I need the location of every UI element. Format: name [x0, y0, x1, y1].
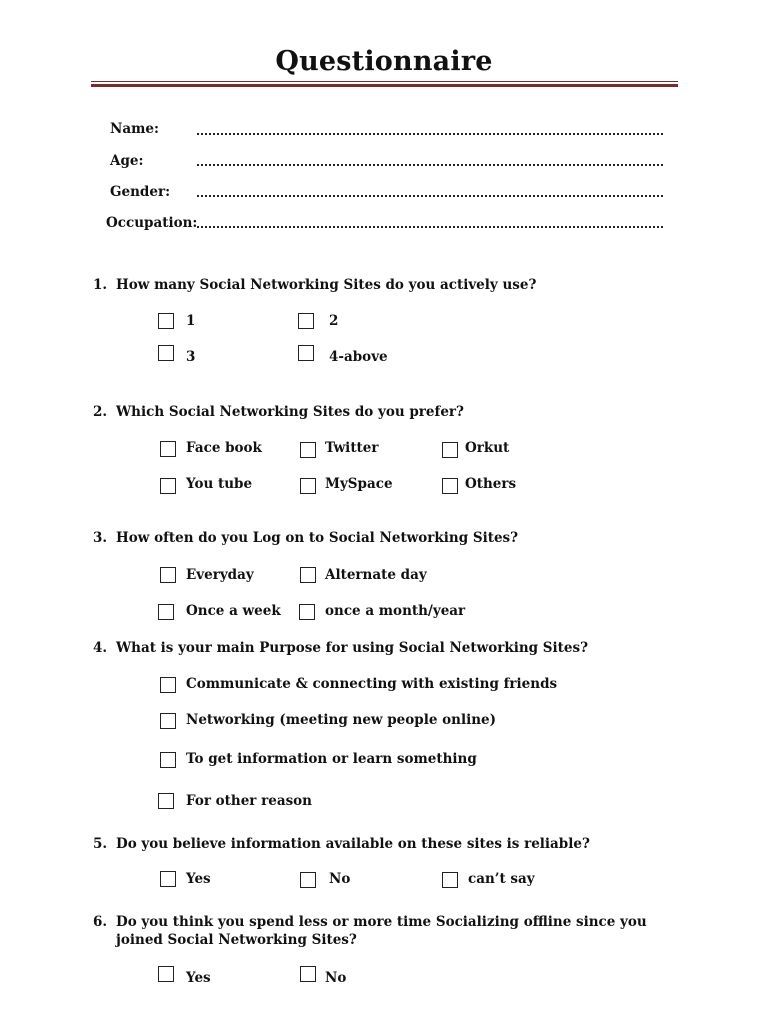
question-text: How many Social Networking Sites do you actively use? [116, 277, 537, 293]
checkbox-once-a-week[interactable] [158, 604, 174, 620]
question-text: Do you think you spend less or more time Socializing offline since you joined Social Networking Sites? [116, 914, 647, 948]
option-label: Alternate day [325, 567, 427, 583]
option-label: You tube [186, 476, 253, 492]
option-label: No [329, 871, 351, 887]
option-label: Everyday [186, 567, 254, 583]
occupation-label: Occupation: [106, 215, 198, 231]
checkbox-q1-2[interactable] [298, 313, 314, 329]
checkbox-others[interactable] [442, 478, 458, 494]
checkbox-twitter[interactable] [300, 442, 316, 458]
checkbox-q1-1[interactable] [158, 313, 174, 329]
question-1 [93, 276, 693, 296]
checkbox-q6-no[interactable] [300, 966, 316, 982]
question-number: 4. [93, 640, 108, 656]
option-label: Yes [186, 970, 211, 986]
question-number: 5. [93, 836, 108, 852]
name-field[interactable] [197, 133, 663, 135]
checkbox-q5-yes[interactable] [160, 871, 176, 887]
occupation-field[interactable] [197, 226, 663, 228]
question-number: 3. [93, 530, 108, 546]
question-text: How often do you Log on to Social Networking Sites? [116, 530, 519, 546]
checkbox-orkut[interactable] [442, 442, 458, 458]
option-label: Once a week [186, 603, 281, 619]
checkbox-once-a-month-year[interactable] [299, 604, 315, 620]
option-label: can’t say [468, 871, 535, 887]
checkbox-q5-no[interactable] [300, 872, 316, 888]
checkbox-alternate-day[interactable] [300, 567, 316, 583]
question-text: Do you believe information available on these sites is reliable? [116, 836, 590, 852]
question-5 [93, 835, 693, 855]
option-label: Yes [186, 871, 211, 887]
name-label: Name: [110, 121, 159, 137]
option-label: Others [465, 476, 517, 492]
option-label: Face book [186, 440, 262, 456]
gender-label: Gender: [110, 184, 171, 200]
option-label: To get information or learn something [186, 751, 477, 767]
title-divider-thin [91, 81, 678, 82]
checkbox-communicate[interactable] [160, 677, 176, 693]
checkbox-facebook[interactable] [160, 441, 176, 457]
checkbox-q1-3[interactable] [158, 345, 174, 361]
option-label: Orkut [465, 440, 510, 456]
option-label: 1 [186, 313, 196, 329]
age-field[interactable] [197, 164, 663, 166]
checkbox-get-information[interactable] [160, 752, 176, 768]
checkbox-q1-4-above[interactable] [298, 345, 314, 361]
question-number: 2. [93, 404, 108, 420]
checkbox-youtube[interactable] [160, 478, 176, 494]
option-label: 3 [186, 349, 196, 365]
question-number: 6. [93, 914, 108, 930]
question-number: 1. [93, 277, 108, 293]
checkbox-q6-yes[interactable] [158, 966, 174, 982]
title-divider-thick [91, 84, 678, 87]
option-label: No [325, 970, 347, 986]
question-4 [93, 639, 693, 659]
checkbox-other-reason[interactable] [158, 793, 174, 809]
option-label: Twitter [325, 440, 379, 456]
question-text: Which Social Networking Sites do you prefer? [116, 404, 464, 420]
option-label: For other reason [186, 793, 312, 809]
option-label: MySpace [325, 476, 393, 492]
checkbox-networking[interactable] [160, 713, 176, 729]
option-label: 2 [329, 313, 339, 329]
checkbox-everyday[interactable] [160, 567, 176, 583]
option-label: Networking (meeting new people online) [186, 712, 496, 728]
option-label: Communicate & connecting with existing friends [186, 676, 558, 692]
gender-field[interactable] [197, 195, 663, 197]
option-label: once a month/year [325, 603, 466, 619]
option-label: 4-above [329, 349, 388, 365]
checkbox-myspace[interactable] [300, 478, 316, 494]
question-3 [93, 529, 693, 549]
page-title: Questionnaire [275, 46, 493, 77]
checkbox-q5-cant-say[interactable] [442, 872, 458, 888]
question-2 [93, 403, 693, 423]
question-text: What is your main Purpose for using Social Networking Sites? [116, 640, 589, 656]
age-label: Age: [110, 153, 144, 169]
question-6 [93, 913, 693, 953]
